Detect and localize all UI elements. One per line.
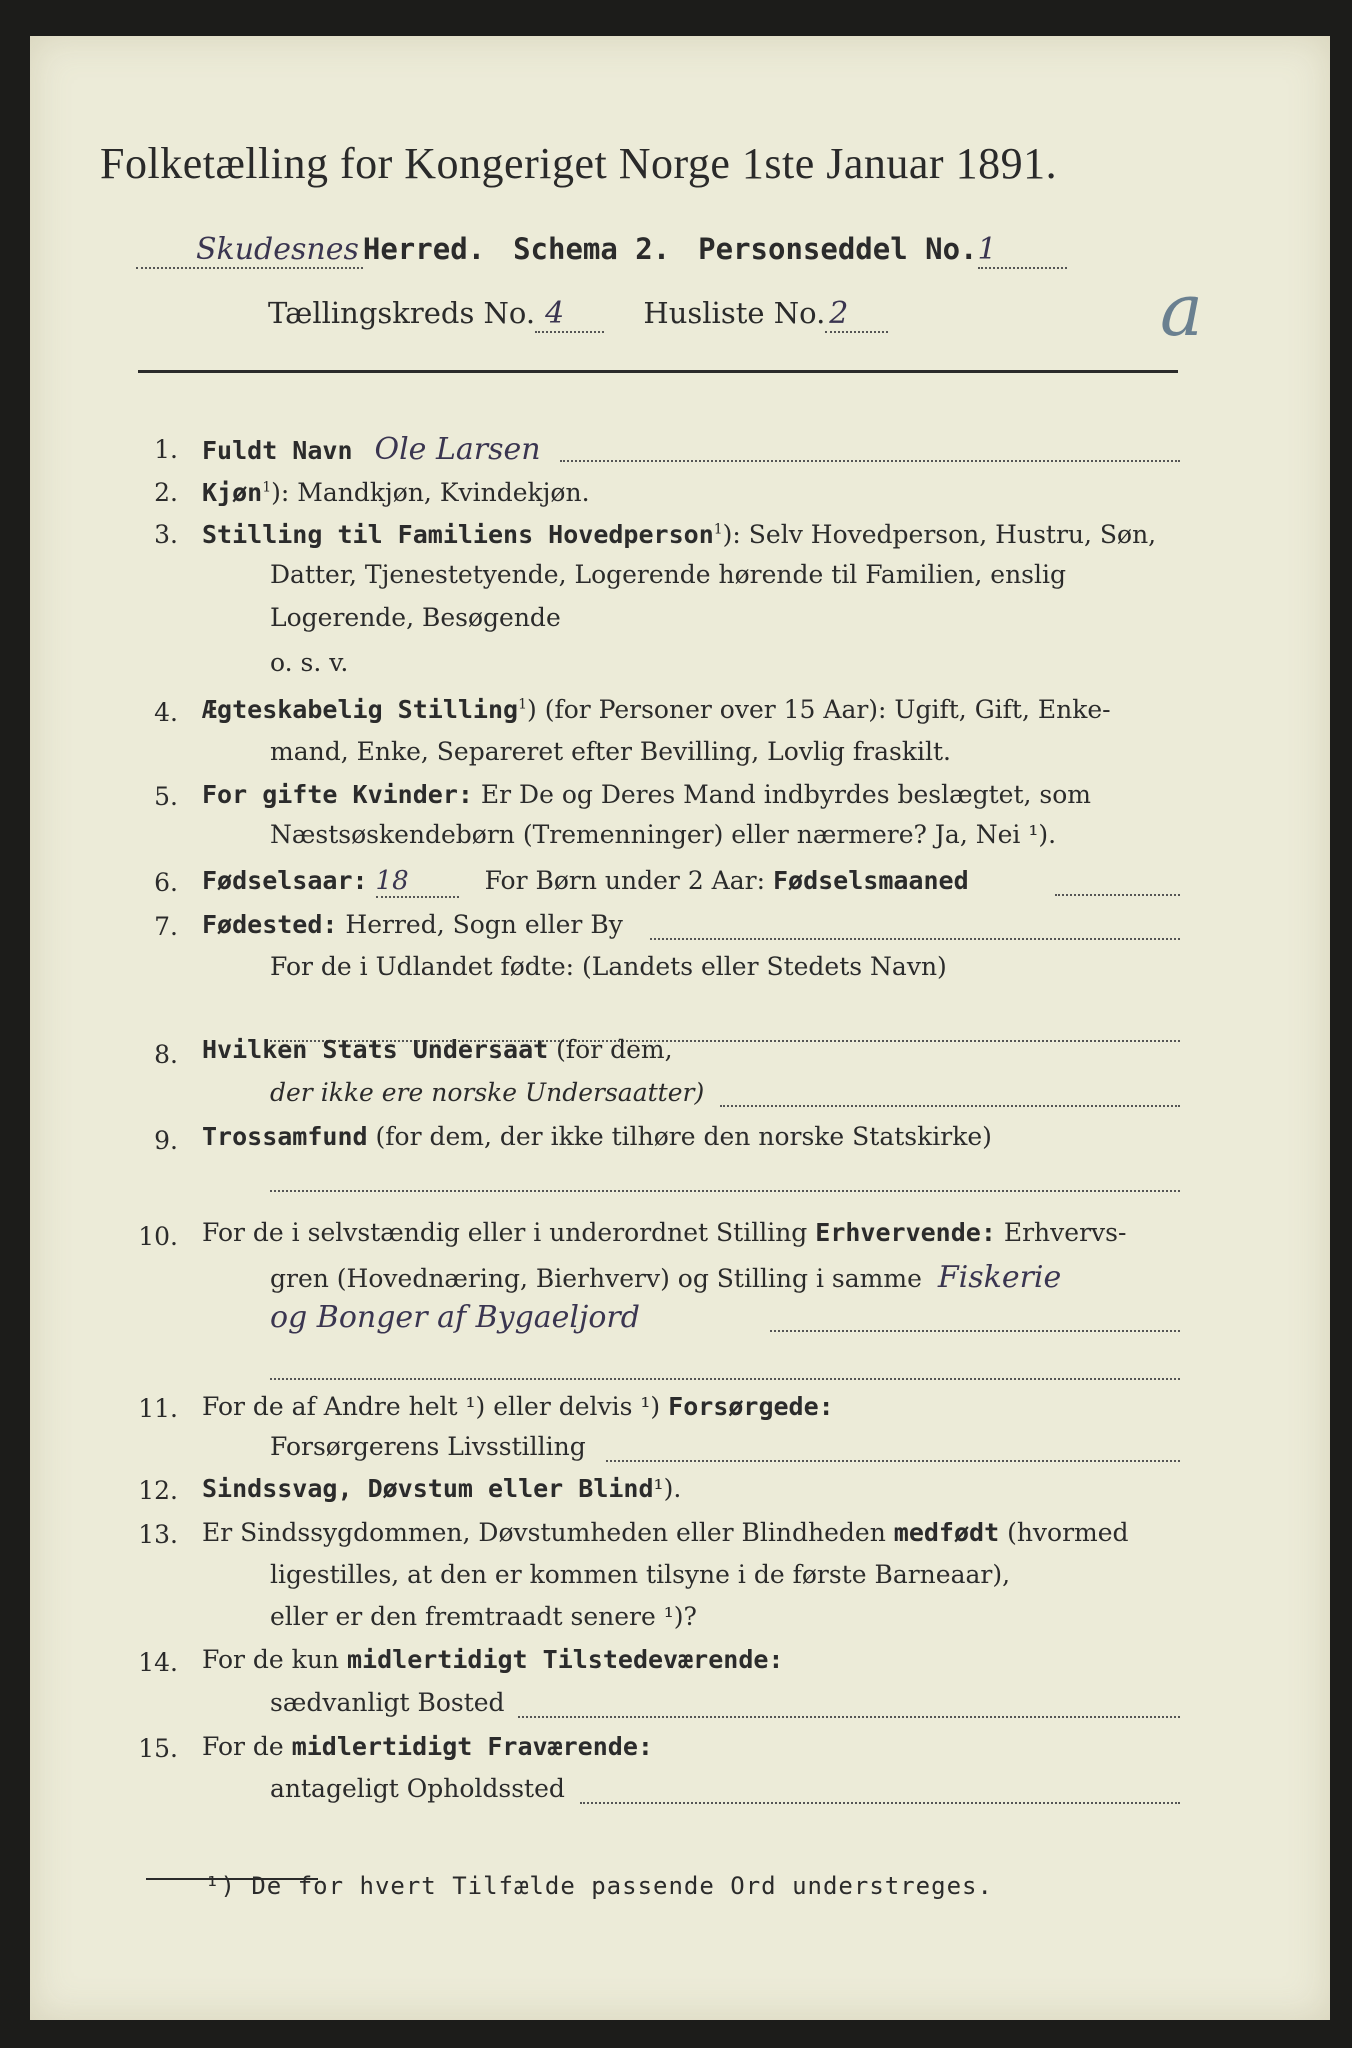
field-religion <box>202 1122 992 1151</box>
field-line: antageligt Opholdssted <box>270 1774 565 1803</box>
field-text: (for dem, der ikke tilhøre den norske Statskirke) <box>375 1122 992 1151</box>
dotted-line <box>650 938 1180 940</box>
herred-value: Skudesnes <box>136 232 363 269</box>
kreds-value: 4 <box>535 296 604 333</box>
dotted-line <box>560 460 1180 462</box>
field-line: eller er den fremtraadt senere ¹)? <box>270 1602 697 1631</box>
field-label: midlertidigt Fraværende: <box>291 1732 653 1761</box>
field-label: Hvilken Stats Undersaat <box>202 1035 549 1064</box>
field-text: Herred, Sogn eller By <box>345 910 623 939</box>
dotted-line <box>720 1105 1180 1107</box>
field-number: 10. <box>138 1222 178 1251</box>
field-number: 8. <box>154 1040 178 1069</box>
field-married-women <box>202 780 1091 809</box>
field-birth-year <box>202 866 969 896</box>
field-line: For de i Udlandet fødte: (Landets eller Stedets Navn) <box>270 952 947 981</box>
page-title: Folketælling for Kongeriget Norge 1ste Januar 1891. <box>100 139 1058 188</box>
margin-mark: a <box>1160 268 1203 352</box>
field-number: 13. <box>138 1520 178 1549</box>
field-label: For gifte Kvinder: <box>202 780 473 809</box>
field-text: Er Sindssygdommen, Døvstumheden eller Blindheden <box>202 1518 886 1547</box>
field-text: Er De og Deres Mand indbyrdes beslægtet, som <box>480 780 1091 809</box>
field-temp-present <box>202 1645 783 1674</box>
field-nationality <box>202 1035 673 1064</box>
field-text: For de <box>202 1732 284 1761</box>
field-number: 6. <box>154 868 178 897</box>
field-family-position <box>202 520 1156 549</box>
field-label: Fødselsmaaned <box>772 866 969 895</box>
census-form-page <box>30 36 1330 2020</box>
field-line: der ikke ere norske Undersaatter) <box>270 1078 705 1107</box>
field-line: o. s. v. <box>270 648 349 677</box>
field-label: Kjøn <box>202 478 263 507</box>
field-label: Fødested: <box>202 910 338 939</box>
husliste-value: 2 <box>825 296 888 333</box>
field-number: 1. <box>154 435 178 464</box>
dotted-line <box>1055 894 1180 896</box>
field-label: Erhvervende: <box>815 1218 996 1247</box>
field-number: 15. <box>138 1734 178 1763</box>
dotted-line <box>270 1378 1180 1380</box>
field-line: sædvanligt Bosted <box>270 1688 505 1717</box>
field-value: Fiskerie <box>937 1260 1062 1295</box>
field-number: 7. <box>154 912 178 941</box>
field-label: Fødselsaar: <box>202 866 368 895</box>
field-text: Erhvervs- <box>1003 1218 1127 1247</box>
field-birthplace <box>202 910 623 939</box>
field-value: 18 <box>376 866 459 898</box>
field-value: og Bonger af Bygaeljord <box>270 1300 640 1335</box>
field-line: ligestilles, at den er kommen tilsyne i de første Barneaar), <box>270 1560 1011 1589</box>
kreds-label: Tællingskreds No. <box>268 296 536 330</box>
field-text: For de i selvstændig eller i underordnet Stilling <box>202 1218 808 1247</box>
herred-label: Herred. <box>362 232 486 266</box>
herred-line <box>136 232 1067 267</box>
dotted-line <box>606 1460 1180 1462</box>
field-text: ) (for Personer over 15 Aar): Ugift, Gift, Enke- <box>527 695 1111 724</box>
field-number: 14. <box>138 1648 178 1677</box>
field-number: 2. <box>154 478 178 507</box>
field-label: Trossamfund <box>202 1122 368 1151</box>
field-line: Logerende, Besøgende <box>270 603 561 632</box>
field-number: 11. <box>138 1394 178 1423</box>
footnote-ref: 1 <box>262 479 272 496</box>
field-label: medfødt <box>893 1518 1000 1547</box>
field-label: Ægteskabelig Stilling <box>202 695 519 724</box>
field-number: 3. <box>154 520 178 549</box>
field-text: (for dem, <box>556 1035 673 1064</box>
field-number: 4. <box>154 698 178 727</box>
field-line: mand, Enke, Separeret efter Bevilling, Lovlig fraskilt. <box>270 737 951 766</box>
field-occupation-line2 <box>270 1260 1061 1295</box>
footnote-ref: 1 <box>713 521 723 538</box>
husliste-label: Husliste No. <box>643 296 826 330</box>
footnote-ref: 1 <box>518 696 527 713</box>
field-label: Stilling til Familiens Hovedperson <box>202 520 714 549</box>
field-congenital <box>202 1518 1129 1547</box>
personseddel-value: 1 <box>978 232 1067 269</box>
footnote: ¹) De for hvert Tilfælde passende Ord understreges. <box>205 1872 993 1900</box>
field-number: 12. <box>138 1476 178 1505</box>
field-number: 9. <box>154 1126 178 1155</box>
dotted-line <box>770 1330 1180 1332</box>
field-disability <box>202 1474 681 1503</box>
field-text: For de af Andre helt ¹) eller delvis ¹) <box>202 1392 661 1421</box>
field-line: Næstsøskendebørn (Tremenninger) eller nærmere? Ja, Nei ¹). <box>270 820 1057 849</box>
field-label: Sindssvag, Døvstum eller Blind <box>202 1474 654 1503</box>
field-gender <box>202 478 590 507</box>
schema-label: Schema 2. <box>513 232 671 266</box>
field-label: Forsørgede: <box>668 1392 834 1421</box>
header-rule <box>138 370 1178 373</box>
field-marital-status <box>202 695 1111 724</box>
field-line: Forsørgerens Livsstilling <box>270 1432 586 1461</box>
field-temp-absent <box>202 1732 653 1761</box>
field-text: (hvormed <box>1007 1518 1129 1547</box>
field-full-name <box>202 432 541 467</box>
field-text: ): Mandkjøn, Kvindekjøn. <box>271 478 590 507</box>
kreds-line <box>268 296 888 331</box>
dotted-line <box>580 1802 1180 1804</box>
field-occupation-line3 <box>270 1300 640 1335</box>
field-occupation <box>202 1218 1126 1247</box>
field-label: midlertidigt Tilstedeværende: <box>346 1645 784 1674</box>
field-number: 5. <box>154 782 178 811</box>
dotted-line <box>270 1190 1180 1192</box>
field-text: For Børn under 2 Aar: <box>484 866 766 895</box>
field-supported <box>202 1392 834 1421</box>
field-line: Datter, Tjenestetyende, Logerende hørende til Familien, enslig <box>270 560 1067 589</box>
field-text: ): Selv Hovedperson, Hustru, Søn, <box>722 520 1157 549</box>
personseddel-label: Personseddel No. <box>698 232 978 266</box>
dotted-line <box>518 1716 1180 1718</box>
field-label: Fuldt Navn <box>202 436 353 465</box>
field-text: For de kun <box>202 1645 340 1674</box>
field-text: ¹). <box>653 1474 682 1503</box>
field-line: gren (Hovednæring, Bierhverv) og Stilling i samme <box>270 1264 922 1293</box>
field-value: Ole Larsen <box>374 432 541 467</box>
